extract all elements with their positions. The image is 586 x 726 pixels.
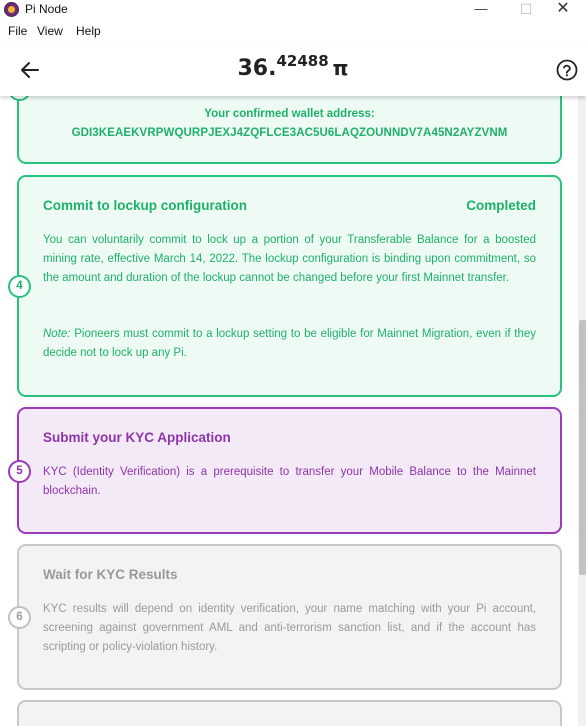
scrollbar-thumb[interactable] bbox=[579, 320, 586, 575]
step-indicator-partial bbox=[8, 96, 31, 101]
wallet-address-label: Your confirmed wallet address: bbox=[204, 108, 375, 120]
wallet-address-value: GDI3KEAEKVRPWQURPJEXJ4ZQFLCE3AC5U6LAQZOUNNDV7A45N2AYZVNM bbox=[71, 127, 508, 139]
note-text: Pioneers must commit to a lockup setting to be eligible for Mainnet Migration, even if they decide not to lock up any Pi. bbox=[43, 328, 536, 359]
next-step-card-partial bbox=[17, 700, 562, 726]
menu-help[interactable]: Help bbox=[76, 24, 101, 38]
lockup-step-card[interactable] bbox=[17, 175, 562, 397]
kyc-submit-step-card[interactable] bbox=[17, 407, 562, 534]
step-6-indicator: 6 bbox=[8, 606, 31, 629]
kyc-wait-step-title: Wait for KYC Results bbox=[43, 567, 178, 582]
lockup-status-badge: Completed bbox=[466, 198, 536, 213]
kyc-wait-step-description: KYC results will depend on identity verification, your name matching with your Pi account, screening against government AML and anti-terrorism sanction list, and if the account has scripting or policy-violation history. bbox=[43, 603, 536, 653]
menu-bar bbox=[0, 22, 586, 42]
kyc-submit-step-description: KYC (Identity Verification) is a prerequisite to transfer your Mobile Balance to the Mainnet blockchain. bbox=[43, 466, 536, 497]
pi-balance bbox=[0, 52, 586, 81]
menu-file[interactable]: File bbox=[8, 24, 28, 38]
app-header bbox=[0, 44, 586, 96]
lockup-step-note bbox=[43, 325, 536, 363]
maximize-button[interactable]: ☐ bbox=[519, 1, 533, 17]
balance-integer: 36. bbox=[237, 56, 277, 81]
question-circle-icon bbox=[556, 59, 578, 81]
step-5-indicator: 5 bbox=[8, 460, 31, 483]
balance-decimals: 42488 bbox=[276, 52, 329, 70]
minimize-button[interactable]: — bbox=[474, 1, 488, 16]
lockup-step-title: Commit to lockup configuration bbox=[43, 198, 247, 213]
close-button[interactable]: ✕ bbox=[556, 0, 570, 17]
menu-view[interactable]: View bbox=[37, 24, 63, 38]
pi-symbol: π bbox=[332, 56, 349, 80]
lockup-step-description: You can voluntarily commit to lock up a portion of your Transferable Balance for a boosted mining rate, effective March 14, 2022. The lockup configuration is binding upon commitment, so the amount and duration of the lockup cannot be changed before your first Mainnet transfer. bbox=[43, 234, 536, 284]
pi-node-app-icon bbox=[4, 2, 19, 17]
step-4-indicator: 4 bbox=[8, 275, 31, 298]
kyc-wait-step-card bbox=[17, 544, 562, 690]
help-button[interactable] bbox=[556, 59, 578, 81]
note-label: Note: bbox=[43, 328, 71, 340]
window-title: Pi Node bbox=[25, 2, 68, 16]
window-titlebar bbox=[0, 0, 586, 20]
kyc-submit-step-title[interactable]: Submit your KYC Application bbox=[43, 430, 231, 445]
wallet-address-card bbox=[17, 96, 562, 164]
steps-scroll-area[interactable] bbox=[0, 96, 586, 726]
